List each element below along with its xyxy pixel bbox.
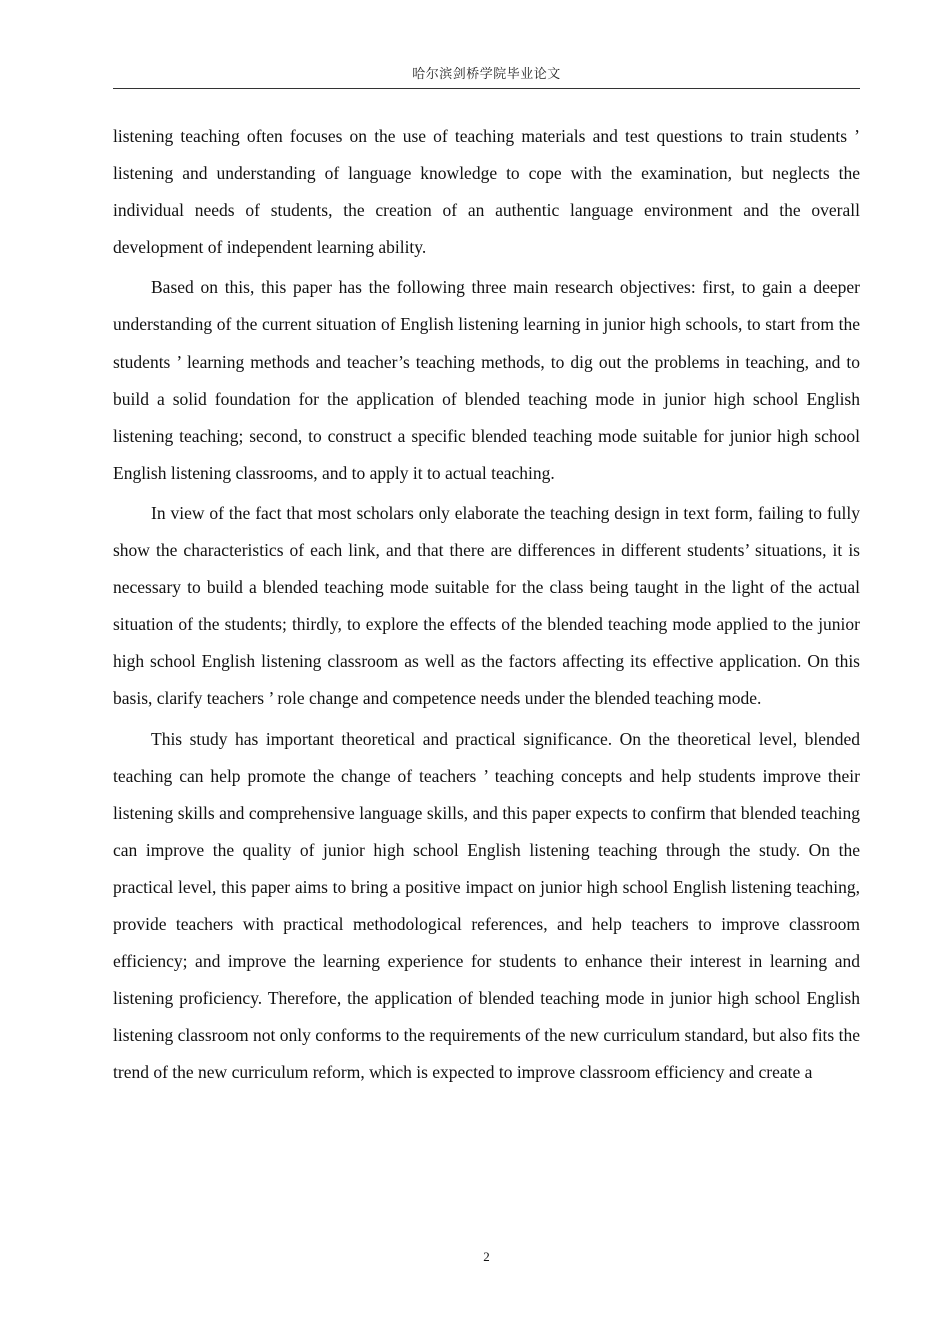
paragraph-teaching-mode-rationale: In view of the fact that most scholars only elaborate the teaching design in text form, failing to fully show the characteristics of each link, and that there are differences in different students’ situations, it is necessary to build a blended teaching mode suitable for the class being taught in the light of the actual situation of the students; thirdly, to explore the effects of the blended teaching mode applied to the junior high school English listening classroom as well as the factors affecting its effective application. On this basis, clarify teachers ’ role change and competence needs under the blended teaching mode. <box>113 502 860 709</box>
page-number: 2 <box>483 1249 490 1264</box>
paragraph-research-objectives: Based on this, this paper has the following three main research objectives: first, to gain a deeper understanding of the current situation of English listening learning in junior high schools, to start from the students ’ learning methods and teacher’s teaching methods, to dig out the problems in teaching, and to build a solid foundation for the application of blended teaching mode in junior high school English listening teaching; second, to construct a specific blended teaching mode suitable for junior high school English listening classrooms, and to apply it to actual teaching. <box>113 277 860 483</box>
page-header-title: 哈尔滨剑桥学院毕业论文 <box>412 67 561 82</box>
paragraph-significance: This study has important theoretical and practical significance. On the theoretical level, blended teaching can help promote the change of teachers ’ teaching concepts and help students improve their listening skills and comprehensive language skills, and this paper expects to confirm that blended teaching can improve the quality of junior high school English listening teaching through the study. On the practical level, this paper aims to bring a positive impact on junior high school English listening teaching, provide teachers with practical methodological references, and help teachers to improve classroom efficiency; and improve the learning experience for students to enhance their interest in learning and listening proficiency. Therefore, the application of blended teaching mode in junior high school English listening classroom not only conforms to the requirements of the new curriculum standard, but also fits the trend of the new curriculum reform, which is expected to improve classroom efficiency and create a <box>113 728 860 1083</box>
header-divider <box>113 88 860 89</box>
document-body <box>113 118 860 1094</box>
paragraph-continuation: listening teaching often focuses on the use of teaching materials and test questions to train students ’ listening and understanding of language knowledge to cope with the examination, but neglects the individual needs of students, the creation of an authentic language environment and the overall development of independent learning ability. <box>113 126 860 258</box>
